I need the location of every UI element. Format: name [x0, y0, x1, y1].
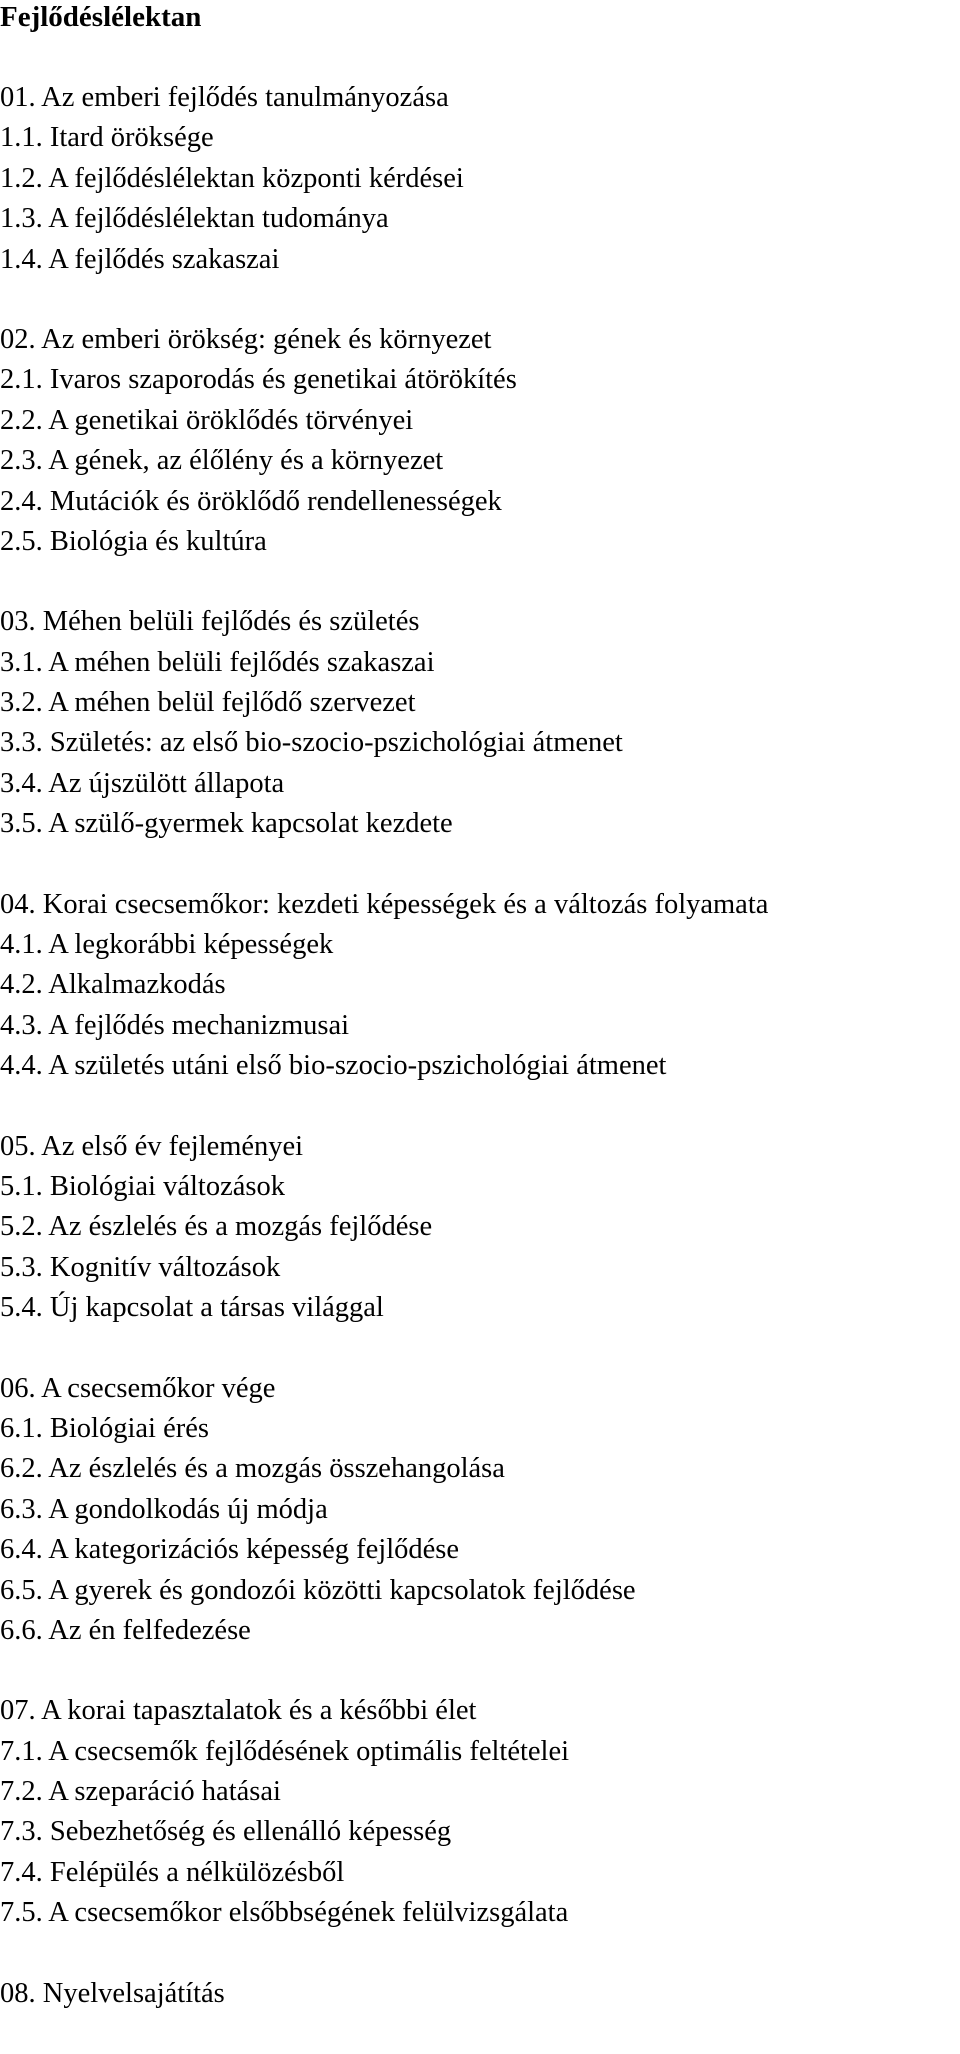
subsection-item: 2.1. Ivaros szaporodás és genetikai átörökítés — [0, 364, 517, 396]
subsection-item: 3.2. A méhen belül fejlődő szervezet — [0, 687, 416, 719]
subsection-item: 7.1. A csecsemők fejlődésének optimális feltételei — [0, 1735, 570, 1767]
subsection-item: 5.2. Az észlelés és a mozgás fejlődése — [0, 1211, 433, 1243]
subsection-item: 7.4. Felépülés a nélkülözésből — [0, 1856, 345, 1888]
subsection-item: 6.4. A kategorizációs képesség fejlődése — [0, 1534, 460, 1566]
subsection-item: 5.3. Kognitív változások — [0, 1251, 281, 1283]
subsection-item: 4.2. Alkalmazkodás — [0, 969, 226, 1001]
chapter-02 — [0, 320, 960, 562]
chapter-05 — [0, 1127, 960, 1329]
chapter-06 — [0, 1369, 960, 1652]
chapter-08 — [0, 1974, 960, 2014]
subsection-item: 5.4. Új kapcsolat a társas világgal — [0, 1292, 384, 1324]
chapter-01 — [0, 78, 960, 280]
subsection-item: 2.5. Biológia és kultúra — [0, 525, 267, 557]
subsection-item: 7.2. A szeparáció hatásai — [0, 1776, 281, 1808]
chapter-heading: 06. A csecsemőkor vége — [0, 1372, 276, 1404]
subsection-item: 2.4. Mutációk és öröklődő rendellenességek — [0, 485, 502, 517]
subsection-item: 1.1. Itard öröksége — [0, 122, 214, 154]
subsection-item: 4.3. A fejlődés mechanizmusai — [0, 1009, 350, 1041]
subsection-item: 6.2. Az észlelés és a mozgás összehangolása — [0, 1453, 505, 1485]
chapter-07 — [0, 1691, 960, 1933]
subsection-item: 2.3. A gének, az élőlény és a környezet — [0, 445, 444, 477]
subsection-item: 7.3. Sebezhetőség és ellenálló képesség — [0, 1816, 452, 1848]
subsection-item: 6.1. Biológiai érés — [0, 1412, 209, 1444]
chapter-04 — [0, 885, 960, 1087]
chapter-03 — [0, 602, 960, 844]
chapter-heading: 01. Az emberi fejlődés tanulmányozása — [0, 82, 449, 113]
subsection-item: 4.4. A születés utáni első bio-szocio-pszichológiai átmenet — [0, 1050, 667, 1082]
subsection-item: 3.3. Születés: az első bio-szocio-pszichológiai átmenet — [0, 727, 623, 759]
document-title: Fejlődéslélektan — [0, 1, 202, 33]
subsection-item: 5.1. Biológiai változások — [0, 1170, 285, 1202]
subsection-item: 6.6. Az én felfedezése — [0, 1614, 251, 1646]
subsection-item: 3.1. A méhen belüli fejlődés szakaszai — [0, 646, 435, 678]
table-of-contents — [0, 78, 960, 2054]
subsection-item: 4.1. A legkorábbi képességek — [0, 929, 334, 961]
subsection-item: 1.2. A fejlődéslélektan központi kérdései — [0, 162, 464, 194]
subsection-item: 6.5. A gyerek és gondozói közötti kapcsolatok fejlődése — [0, 1574, 636, 1606]
chapter-heading: 07. A korai tapasztalatok és a későbbi élet — [0, 1695, 477, 1727]
subsection-item: 7.5. A csecsemőkor elsőbbségének felülvizsgálata — [0, 1897, 569, 1929]
subsection-item: 2.2. A genetikai öröklődés törvényei — [0, 404, 414, 436]
subsection-item: 1.4. A fejlődés szakaszai — [0, 243, 280, 275]
chapter-heading: 05. Az első év fejleményei — [0, 1130, 304, 1162]
subsection-item: 3.4. Az újszülött állapota — [0, 767, 285, 799]
subsection-item: 6.3. A gondolkodás új módja — [0, 1493, 328, 1525]
chapter-heading: 03. Méhen belüli fejlődés és születés — [0, 606, 420, 638]
subsection-item: 1.3. A fejlődéslélektan tudománya — [0, 203, 389, 235]
chapter-heading: 02. Az emberi örökség: gének és környezet — [0, 323, 492, 355]
chapter-heading: 08. Nyelvelsajátítás — [0, 1977, 225, 2009]
chapter-heading: 04. Korai csecsemőkor: kezdeti képességek és a változás folyamata — [0, 888, 769, 920]
subsection-item: 3.5. A szülő-gyermek kapcsolat kezdete — [0, 808, 453, 840]
